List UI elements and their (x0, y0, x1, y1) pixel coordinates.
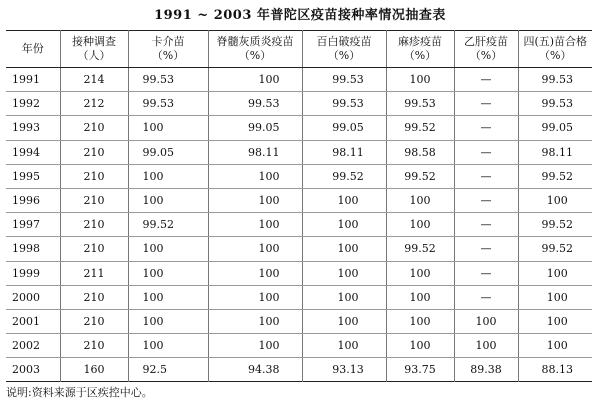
cell-measles: 100 (386, 309, 454, 333)
cell-polio: 100 (208, 309, 302, 333)
cell-qualified: 99.52 (518, 237, 592, 261)
cell-dpt: 99.05 (302, 116, 386, 140)
cell-year: 2002 (6, 334, 60, 358)
cell-surveyed: 210 (60, 140, 128, 164)
cell-year: 1991 (6, 68, 60, 92)
header-bcg-label: 卡介苗 (151, 35, 185, 48)
cell-bcg: 100 (128, 164, 208, 188)
cell-year: 1996 (6, 188, 60, 212)
header-dpt-label: 百白破疫苗 (316, 35, 372, 48)
cell-bcg: 100 (128, 188, 208, 212)
table-header (6, 31, 592, 68)
cell-hepb: 100 (454, 334, 518, 358)
cell-hepb: — (454, 140, 518, 164)
table-row (6, 140, 592, 164)
table-row (6, 358, 592, 382)
cell-measles: 99.52 (386, 164, 454, 188)
cell-hepb: 89.38 (454, 358, 518, 382)
cell-year: 2001 (6, 309, 60, 333)
header-hepb-label: 乙肝疫苗 (464, 35, 508, 48)
cell-qualified: 99.53 (518, 68, 592, 92)
header-row (6, 31, 592, 68)
cell-polio: 100 (208, 188, 302, 212)
cell-polio: 100 (208, 68, 302, 92)
cell-bcg: 99.53 (128, 68, 208, 92)
cell-hepb: — (454, 116, 518, 140)
cell-year: 1998 (6, 237, 60, 261)
cell-surveyed: 210 (60, 237, 128, 261)
header-measles (386, 31, 454, 68)
cell-qualified: 88.13 (541, 363, 573, 377)
cell-measles: 98.58 (386, 140, 454, 164)
table-title: 1991 ~ 2003 年普陀区疫苗接种率情况抽查表 (154, 8, 446, 23)
cell-hepb: 100 (454, 309, 518, 333)
header-hepb (454, 31, 518, 68)
header-year (6, 31, 60, 68)
cell-dpt: 100 (302, 285, 386, 309)
cell-dpt: 100 (302, 261, 386, 285)
table-row (6, 92, 592, 116)
header-qualified-unit: （%） (539, 49, 572, 62)
cell-measles: 100 (386, 285, 454, 309)
cell-qualified: 99.05 (518, 116, 592, 140)
cell-year: 1999 (6, 261, 60, 285)
cell-surveyed: 212 (60, 92, 128, 116)
table-row (6, 285, 592, 309)
cell-hepb: — (454, 285, 518, 309)
table-row (6, 164, 592, 188)
cell-qualified: 100 (518, 334, 592, 358)
cell-qualified: 99.53 (518, 92, 592, 116)
cell-measles: 100 (386, 213, 454, 237)
table-row (6, 334, 592, 358)
cell-polio: 94.38 (208, 358, 302, 382)
cell-dpt: 100 (302, 309, 386, 333)
cell-surveyed: 210 (60, 334, 128, 358)
cell-dpt: 100 (302, 213, 386, 237)
table-row (6, 309, 592, 333)
cell-year: 1994 (6, 140, 60, 164)
cell-year: 2003 (6, 358, 60, 382)
cell-year: 1992 (6, 92, 60, 116)
cell-bcg: 99.53 (128, 92, 208, 116)
header-surveyed (60, 31, 128, 68)
cell-polio: 99.05 (208, 116, 302, 140)
cell-bcg: 99.52 (128, 213, 208, 237)
cell-hepb: — (454, 68, 518, 92)
cell-measles: 100 (386, 68, 454, 92)
cell-measles: 100 (386, 261, 454, 285)
table-row (6, 261, 592, 285)
header-measles-unit: （%） (403, 49, 437, 62)
cell-polio: 100 (208, 213, 302, 237)
cell-qualified: 99.52 (518, 213, 592, 237)
cell-dpt: 99.53 (302, 68, 386, 92)
header-year-label: 年份 (21, 42, 44, 55)
cell-measles: 99.52 (386, 116, 454, 140)
cell-hepb: — (454, 188, 518, 212)
cell-qualified: 100 (518, 261, 592, 285)
cell-polio: 100 (208, 261, 302, 285)
cell-dpt: 100 (302, 188, 386, 212)
header-measles-label: 麻疹疫苗 (398, 35, 442, 48)
table-row (6, 213, 592, 237)
header-dpt-unit: （%） (327, 49, 361, 62)
cell-bcg: 100 (128, 285, 208, 309)
cell-surveyed: 210 (60, 285, 128, 309)
cell-dpt: 99.53 (302, 92, 386, 116)
cell-dpt: 99.52 (302, 164, 386, 188)
cell-polio: 100 (208, 164, 302, 188)
header-bcg-unit: （%） (151, 49, 185, 62)
cell-bcg: 92.5 (128, 358, 208, 382)
cell-hepb: — (454, 213, 518, 237)
cell-year: 1995 (6, 164, 60, 188)
cell-surveyed: 210 (60, 213, 128, 237)
source-note: 说明:资料来源于区疾控中心。 (6, 386, 153, 399)
vaccination-table (6, 30, 592, 382)
cell-measles: 99.52 (386, 237, 454, 261)
cell-hepb: — (454, 261, 518, 285)
cell-bcg: 100 (128, 116, 208, 140)
table-row (6, 188, 592, 212)
cell-hepb: — (454, 164, 518, 188)
cell-qualified: 100 (518, 188, 592, 212)
cell-dpt: 98.11 (302, 140, 386, 164)
table-row (6, 116, 592, 140)
cell-polio: 100 (208, 334, 302, 358)
cell-polio: 100 (208, 237, 302, 261)
cell-year: 1997 (6, 213, 60, 237)
cell-year: 2000 (6, 285, 60, 309)
cell-bcg: 100 (128, 237, 208, 261)
cell-polio: 99.53 (208, 92, 302, 116)
cell-surveyed: 214 (60, 68, 128, 92)
cell-surveyed: 210 (60, 164, 128, 188)
cell-measles: 100 (386, 334, 454, 358)
cell-qualified: 98.11 (518, 140, 592, 164)
cell-measles: 100 (386, 188, 454, 212)
cell-bcg: 99.05 (128, 140, 208, 164)
header-qualified-label: 四(五)苗合格 (523, 35, 588, 48)
table-row (6, 237, 592, 261)
header-bcg (128, 31, 208, 68)
table-row (6, 68, 592, 92)
header-qualified (518, 31, 592, 68)
cell-bcg: 100 (128, 309, 208, 333)
table-body (6, 68, 592, 382)
cell-qualified: 100 (518, 309, 592, 333)
cell-bcg: 100 (128, 334, 208, 358)
cell-measles: 99.53 (386, 92, 454, 116)
cell-qualified: 100 (518, 285, 592, 309)
header-surveyed-label: 接种调查 (72, 35, 116, 48)
cell-surveyed: 160 (60, 358, 128, 382)
cell-dpt: 100 (302, 237, 386, 261)
cell-polio: 98.11 (208, 140, 302, 164)
cell-measles: 93.75 (386, 358, 454, 382)
cell-dpt: 93.13 (302, 358, 386, 382)
cell-hepb: — (454, 237, 518, 261)
cell-qualified: 99.52 (518, 164, 592, 188)
cell-bcg: 100 (128, 261, 208, 285)
cell-dpt: 100 (302, 334, 386, 358)
header-hepb-unit: （%） (469, 49, 503, 62)
header-polio-label: 脊髓灰质炎疫苗 (216, 35, 294, 48)
header-polio-unit: （%） (238, 49, 272, 62)
header-surveyed-unit: （人） (77, 49, 111, 62)
cell-polio: 100 (208, 285, 302, 309)
header-polio (208, 31, 302, 68)
cell-surveyed: 210 (60, 309, 128, 333)
cell-hepb: — (454, 92, 518, 116)
cell-surveyed: 210 (60, 116, 128, 140)
cell-surveyed: 210 (60, 188, 128, 212)
header-dpt (302, 31, 386, 68)
cell-year: 1993 (6, 116, 60, 140)
cell-surveyed: 211 (60, 261, 128, 285)
